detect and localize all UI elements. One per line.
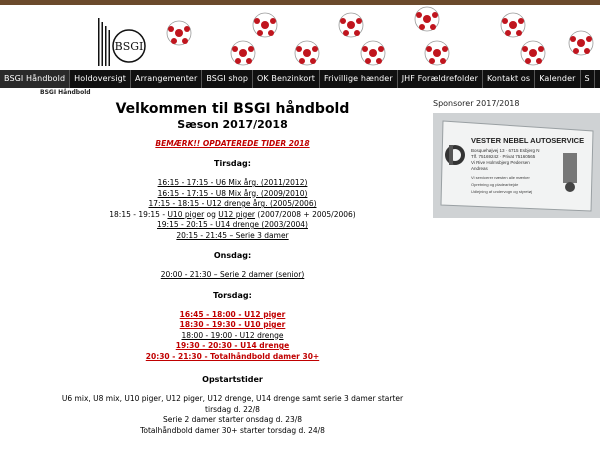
schedule-line: 19:15 - 20:15 - U14 drenge (2003/2004) [157, 220, 308, 229]
team-link-u12-piger[interactable]: U12 piger [218, 209, 256, 219]
football-icon [414, 6, 440, 32]
football-icon [294, 40, 320, 66]
football-icon [424, 40, 450, 66]
nav-item-kontakt-os[interactable]: Kontakt os [483, 70, 535, 88]
tuesday-heading: Tirsdag: [214, 159, 251, 168]
schedule-line [40, 210, 425, 221]
schedule-line-updated: 18:30 - 19:30 - U10 piger [179, 320, 286, 329]
schedule-line: 16:15 - 17:15 - U8 Mix årg. (2009/2010) [157, 188, 308, 198]
schedule-line-updated: 20:30 - 21:30 - Totalhåndbold damer 30+ [145, 351, 320, 361]
schedule-line: 16:15 - 17:15 - U6 Mix årg. (2011/2012) [157, 178, 308, 187]
sponsor-name: VESTER NEBEL AUTOSERVICE [471, 136, 585, 145]
header-banner [0, 0, 600, 70]
football-icon [230, 40, 256, 66]
schedule-time: 18:15 - 19:15 - [109, 209, 168, 219]
nav-item-ok-benzinkort[interactable]: OK Benzinkort [253, 70, 320, 88]
bsgi-logo[interactable] [96, 16, 156, 68]
logo-text: BSGI [114, 40, 144, 53]
banner-top-edge [0, 0, 600, 5]
main-nav [0, 70, 600, 88]
schedule-line: 17:15 - 18:15 - U12 drenge årg. (2005/2006) [148, 199, 317, 208]
football-icon [252, 12, 278, 38]
nav-item-holdoversigt[interactable]: Holdoversigt [70, 70, 131, 88]
sponsor-heading: Sponsorer 2017/2018 [433, 99, 520, 108]
nav-item-kalender[interactable]: Kalender [535, 70, 580, 88]
sponsor-address: Bosquehøjvej 13 · 6715 Esbjerg N [471, 148, 540, 153]
nav-item-arrangementer[interactable]: Arrangementer [131, 70, 202, 88]
sponsor-service: Udlejning af undervogn og styretøj [471, 189, 532, 194]
football-icon [520, 40, 546, 66]
nav-item-bsgi-handbold[interactable]: BSGI Håndbold [0, 70, 70, 88]
start-date-line: U6 mix, U8 mix, U10 piger, U12 piger, U12 drenge, U14 drenge samt serie 3 damer starter [61, 394, 404, 403]
sponsor-sidebar [433, 98, 600, 194]
thursday-heading: Torsdag: [213, 290, 252, 300]
schedule-line: 20:15 - 21:45 – Serie 3 damer [176, 230, 289, 240]
nav-item-frivillige-haender[interactable]: Frivillige hænder [320, 70, 398, 88]
start-dates-heading: Opstartstider [202, 375, 263, 384]
football-icon [166, 20, 192, 46]
nav-item-bsgi-shop[interactable]: BSGI shop [202, 70, 253, 88]
page-title: Velkommen til BSGI håndbold [115, 101, 350, 117]
sponsor-service: Vi servicerer næsten alle mærker [471, 175, 530, 180]
update-notice: BEMÆRK!! OPDATEREDE TIDER 2018 [155, 139, 310, 148]
schedule-line: 20:00 - 21:30 – Serie 2 damer (senior) [160, 270, 305, 279]
schedule-years: (2007/2008 + 2005/2006) [255, 209, 356, 219]
sponsor-image[interactable] [433, 113, 600, 218]
sponsor-town: Andreas [471, 166, 488, 171]
football-icon [338, 12, 364, 38]
start-date-line: Totalhåndbold damer 30+ starter torsdag d. 24/8 [140, 425, 325, 435]
football-icon [360, 40, 386, 66]
start-date-line: tirsdag d. 22/8 [205, 404, 260, 414]
football-icon [500, 12, 526, 38]
nav-item-jhf-foraeldrefolder[interactable]: JHF Forældrefolder [398, 70, 483, 88]
schedule-line-updated: 19:30 - 20:30 - U14 drenge [175, 341, 290, 350]
breadcrumb[interactable]: BSGI Håndbold [40, 89, 91, 96]
team-link-u10-piger[interactable]: U10 piger [167, 209, 205, 219]
schedule-line-updated: 16:45 - 18:00 - U12 piger [179, 309, 286, 319]
schedule-line: 18:00 - 19:00 - U12 drenge [181, 330, 284, 340]
nav-item-truncated[interactable]: S [581, 70, 595, 88]
main-content [40, 98, 425, 436]
season-subtitle: Sæson 2017/2018 [177, 118, 288, 131]
wednesday-heading: Onsdag: [213, 251, 252, 260]
sponsor-phone: Tlf. 75169242 · Privat 75160565 [471, 154, 536, 159]
football-icon [568, 30, 594, 56]
schedule-conjunction: og [204, 209, 219, 219]
sponsor-owner: Vi Rive Holmsbjerg Pedersen [471, 160, 530, 165]
start-date-line: Serie 2 damer starter onsdag d. 23/8 [162, 415, 303, 424]
sponsor-service: Opretning og pladearbejde [471, 182, 519, 187]
